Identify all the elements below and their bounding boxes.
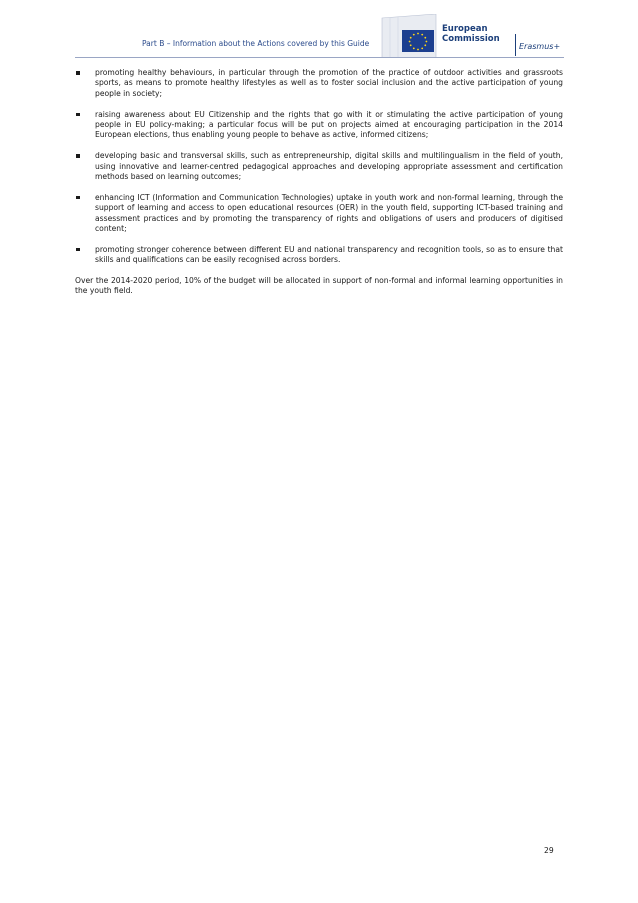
logo-line-commission: Commission xyxy=(442,34,500,44)
european-commission-logo xyxy=(380,14,570,58)
list-item-text: raising awareness about EU Citizenship and the rights that go with it or stimulating the active participation of young people in EU policy-making; a particular focus will be put on projects aimed at encouraging participation in the 2014 European elections, thus enabling young people to behave as active, informed citizens; xyxy=(95,109,563,140)
logo-divider xyxy=(515,34,516,56)
list-item xyxy=(75,151,563,182)
list-item xyxy=(75,68,563,99)
list-item-text: promoting stronger coherence between different EU and national transparency and recognition tools, so as to ensure that skills and qualifications can be easily recognised across borders. xyxy=(95,244,563,265)
logo-wordmark xyxy=(442,24,500,44)
list-item xyxy=(75,245,563,266)
list-item xyxy=(75,110,563,141)
list-item-text: developing basic and transversal skills, such as entrepreneurship, digital skills and multilingualism in the field of youth, using innovative and learner-centred pedagogical approaches and developing appropriate assessment and certification methods based on learning outcomes; xyxy=(95,151,563,182)
list-item-text: enhancing ICT (Information and Communication Technologies) uptake in youth work and non-formal learning, through the support of learning and access to open educational resources (OER) in the youth field, supporting ICT-based training and assessment practices and by promoting the transparency of rights and obligations of users and producers of digitised content; xyxy=(95,192,563,234)
commission-building-flag-icon xyxy=(380,14,440,58)
header-title: Part B – Information about the Actions covered by this Guide xyxy=(142,39,370,48)
page-header xyxy=(0,0,638,62)
square-bullet-icon xyxy=(76,71,80,75)
page-content xyxy=(75,68,563,297)
erasmus-plus-label: Erasmus+ xyxy=(519,42,561,51)
logo-line-european: European xyxy=(442,24,488,34)
square-bullet-icon xyxy=(76,154,80,158)
square-bullet-icon xyxy=(76,113,80,117)
square-bullet-icon xyxy=(76,248,80,252)
page-number: 29 xyxy=(544,846,554,855)
header-rule xyxy=(75,57,564,58)
closing-paragraph: Over the 2014-2020 period, 10% of the budget will be allocated in support of non-formal and informal learning opportunities in the youth field. xyxy=(75,276,563,296)
square-bullet-icon xyxy=(76,196,80,200)
objectives-list xyxy=(75,68,563,266)
list-item-text: promoting healthy behaviours, in particular through the promotion of the practice of outdoor activities and grassroots sports, as means to promote healthy lifestyles as well as to foster social inclusion and the active participation of young people in society; xyxy=(95,68,563,98)
list-item xyxy=(75,193,563,235)
